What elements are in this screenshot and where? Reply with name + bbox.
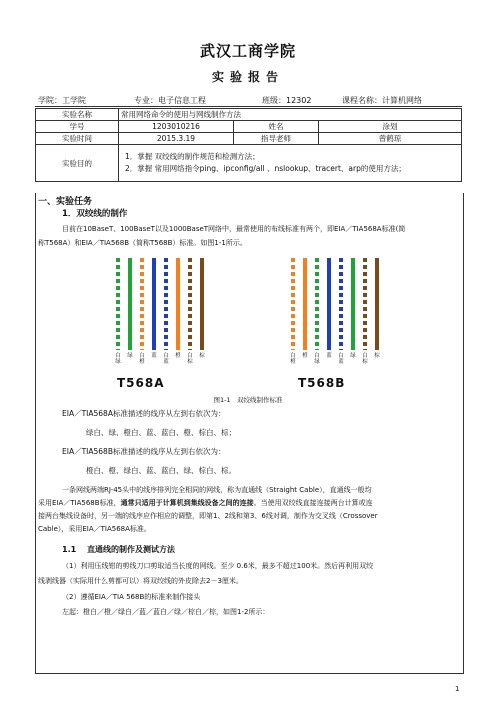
name-value: 常用网络命令的使用与网线制作方法	[119, 109, 462, 121]
t568a-wire-label: 棕	[199, 353, 205, 359]
t568a-wire-label: 蓝	[151, 353, 157, 359]
t568a-wire-label: 橙	[175, 353, 181, 359]
student-label: 姓名	[234, 121, 319, 133]
t568a-wire	[176, 258, 180, 350]
t568a-wire-label: 白 蓝	[163, 353, 169, 365]
figure-caption: 图1-1 双绞线制作标准	[213, 396, 283, 404]
info-table	[35, 108, 462, 182]
t568a-wire	[128, 258, 132, 350]
t568b-wire	[315, 258, 319, 350]
t568b-wire	[351, 258, 355, 350]
school-name: 武汉工商学院	[199, 42, 296, 60]
t568a-order: 绿白、绿、橙白、蓝、蓝白、橙、棕白、棕；	[86, 428, 236, 437]
subsection-1-1-heading: 1.1 直通线的制作及测试方法	[62, 545, 175, 554]
college-label: 学院：工学院	[38, 96, 86, 105]
t568a-wire	[188, 258, 192, 350]
t568b-wire	[375, 258, 379, 350]
t568a-wire-label: 绿	[127, 353, 133, 359]
t568a-wire	[164, 258, 168, 350]
page-number: 1	[455, 685, 460, 693]
t568b-wire-label: 白 蓝	[338, 353, 344, 365]
id-value: 1203010216	[119, 121, 234, 133]
t568b-wire-label: 蓝	[326, 353, 332, 359]
t568b-order: 橙白、橙、绿白、蓝、蓝白、绿、棕白、棕。	[86, 466, 236, 475]
subsection-heading: 1．双绞线的制作	[62, 209, 128, 219]
t568b-label: T568B	[298, 376, 346, 390]
straight-line-1: 一条网线两端RJ-45头中的线序排列完全相同的网线，称为直通线（Straight Cable），直通线一般均	[62, 486, 372, 494]
straight-line-4: Cable），采用EIA／TIA568A标准。	[38, 525, 151, 533]
id-label: 学号	[36, 121, 119, 133]
t568a-wire	[140, 258, 144, 350]
teacher-value: 曾鹤琼	[319, 133, 462, 145]
t568b-wire-label: 橙	[302, 353, 308, 359]
t568a-wire	[200, 258, 204, 350]
name-label: 实验名称	[36, 109, 119, 121]
straight-line-2	[38, 497, 373, 509]
student-value: 涂划	[319, 121, 462, 133]
straight-line-2-bold: 通常只适用于计算机到集线设备之间的连接	[120, 499, 254, 507]
t568b-wire-label: 绿	[350, 353, 356, 359]
t568b-wire	[291, 258, 295, 350]
t568b-wire	[363, 258, 367, 350]
t568a-wire-label: 白 绿	[115, 353, 121, 365]
t568b-wire	[339, 258, 343, 350]
time-value: 2015.3.19	[119, 133, 234, 145]
header-rule	[35, 106, 462, 107]
straight-line-3: 接两台集线设备时，另一端的线序应作相应的调整，即第1、2线和第3、6线对调，制作为交叉线（Crossover	[38, 512, 378, 520]
straight-line-2-c: 。当使用双绞线直接连接两台计算或连	[253, 499, 373, 507]
goal-item-1: 1．掌握 双绞线的制作规范和检测方法；	[125, 152, 260, 161]
goal-item-2: 2．掌握 常用网络指令ping、ipconfig/all 、nslookup、tracert、arp的使用方法；	[125, 164, 406, 173]
major-label: 专业：电子信息工程	[134, 96, 206, 105]
step2-order-line: 左起：橙白／橙／绿白／蓝／蓝白／绿／棕白／棕，如图1-2所示：	[62, 608, 270, 616]
step2-line: （2）遵循EIA／TIA 568B的标准来制作接头	[62, 593, 201, 601]
t568a-wire-label: 白 棕	[187, 353, 193, 365]
t568a-wire	[152, 258, 156, 350]
goal-label: 实验目的	[36, 145, 119, 182]
t568b-wire-label: 白 棕	[362, 353, 368, 365]
time-label: 实验时间	[36, 133, 119, 145]
course-label: 课程名称：计算机网络	[342, 96, 422, 105]
t568a-wire-label: 白 橙	[139, 353, 145, 365]
report-title: 实验报告	[211, 70, 284, 84]
t568b-description: EIA／TIA568B标准描述的线序从左到右依次为：	[62, 447, 226, 456]
step1-line-1: （1）利用压线钳的剪线刀口剪取适当长度的网线。至少 0.6米，最多不超过100米。然后再利用双绞	[62, 562, 374, 570]
t568b-wire-label: 棕	[374, 353, 380, 359]
t568b-wire	[303, 258, 307, 350]
t568b-wire-label: 白 绿	[314, 353, 320, 365]
t568b-wire	[327, 258, 331, 350]
class-label: 班级：12302	[262, 96, 312, 105]
t568a-wire	[116, 258, 120, 350]
intro-line-2: 称T568A）和EIA／TIA568B（简称T568B）标准。如图1-1所示。	[38, 239, 247, 247]
t568a-description: EIA／TIA568A标准描述的线序从左到右依次为：	[62, 409, 226, 418]
t568b-wire-label: 白 橙	[290, 353, 296, 365]
straight-line-2-a: 采用EIA／TIA568B标准，	[38, 499, 121, 507]
t568a-label: T568A	[117, 376, 165, 390]
teacher-label: 指导老师	[234, 133, 319, 145]
step1-line-2: 线剥线器（实际用什么剪都可以）将双绞线的外皮除去2－3厘米。	[38, 577, 243, 585]
intro-line-1: 目前在10BaseT、100BaseT以及1000BaseT网络中，最常使用的布线标准有两个，即EIA／TIA568A标准(简	[62, 225, 406, 233]
section-heading: 一、实验任务	[38, 197, 93, 207]
